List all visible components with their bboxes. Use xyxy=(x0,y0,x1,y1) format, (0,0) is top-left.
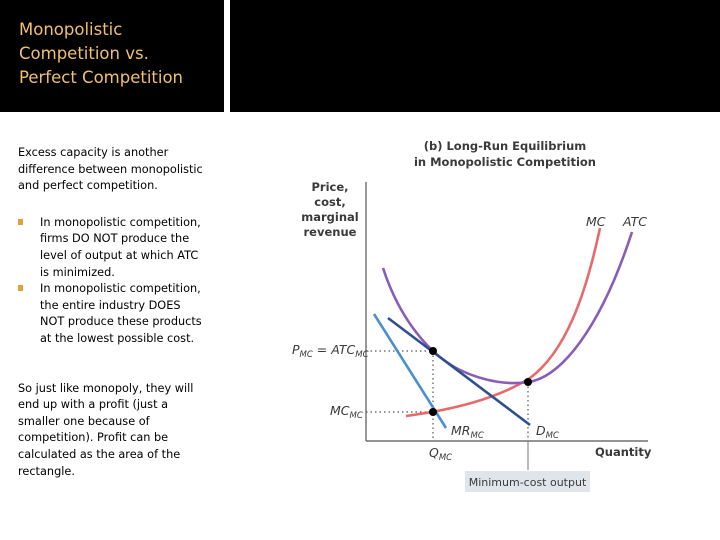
minimum-cost-label: Minimum-cost output xyxy=(468,476,587,489)
x-axis-label: Quantity xyxy=(595,445,652,459)
mr-label: $MR_{MC}$ xyxy=(451,423,484,441)
qmc-label: $Q_{MC}$ xyxy=(429,445,453,463)
figure-title-line1: (b) Long-Run Equilibrium xyxy=(423,139,587,153)
bullet-icon xyxy=(18,219,23,225)
demand-label: $D_{MC}$ xyxy=(536,423,559,441)
bullet-text: In monopolistic competition, the entire industry DOES NOT produce these products at the lowest possible cost. xyxy=(40,282,202,345)
slide-title: Monopolistic Competition vs. Perfect Competition xyxy=(19,20,184,87)
intro-paragraph: Excess capacity is another difference between monopolistic and perfect competition. xyxy=(18,146,203,193)
bullet-text: In monopolistic competition, firms DO NOT produce the level of output at which ATC is minimized. xyxy=(40,215,201,279)
y-axis-label-line: Price, xyxy=(311,180,349,194)
pmc-atc-label: $P_{MC} = ATC_{MC}$ xyxy=(292,342,369,360)
bullet-icon xyxy=(18,285,23,291)
atc-label: ATC xyxy=(623,214,648,229)
bullet-list xyxy=(18,215,208,348)
mc-curve xyxy=(406,228,600,416)
conclusion-paragraph: So just like monopoly, they will end up with a profit (just a smaller one because of competition). Profit can be calculated as the area of the rectangle. xyxy=(18,381,194,478)
atc-minimum-point xyxy=(524,378,532,386)
equilibrium-point xyxy=(429,347,437,355)
bullet-item xyxy=(18,281,208,347)
slide-body xyxy=(18,145,208,480)
y-axis-label-line: revenue xyxy=(303,225,357,239)
header-band-right xyxy=(230,0,720,112)
title-block xyxy=(0,0,224,112)
figure-title-line2: in Monopolistic Competition xyxy=(413,155,597,169)
y-axis-label-line: cost, xyxy=(314,195,346,209)
bullet-item xyxy=(18,215,208,281)
mcmc-label: $MC_{MC}$ xyxy=(330,403,363,421)
long-run-equilibrium-diagram xyxy=(280,130,660,530)
mc-label: MC xyxy=(586,214,606,229)
y-axis-label-line: marginal xyxy=(301,210,359,224)
mr-mc-intersection-point xyxy=(429,408,437,416)
